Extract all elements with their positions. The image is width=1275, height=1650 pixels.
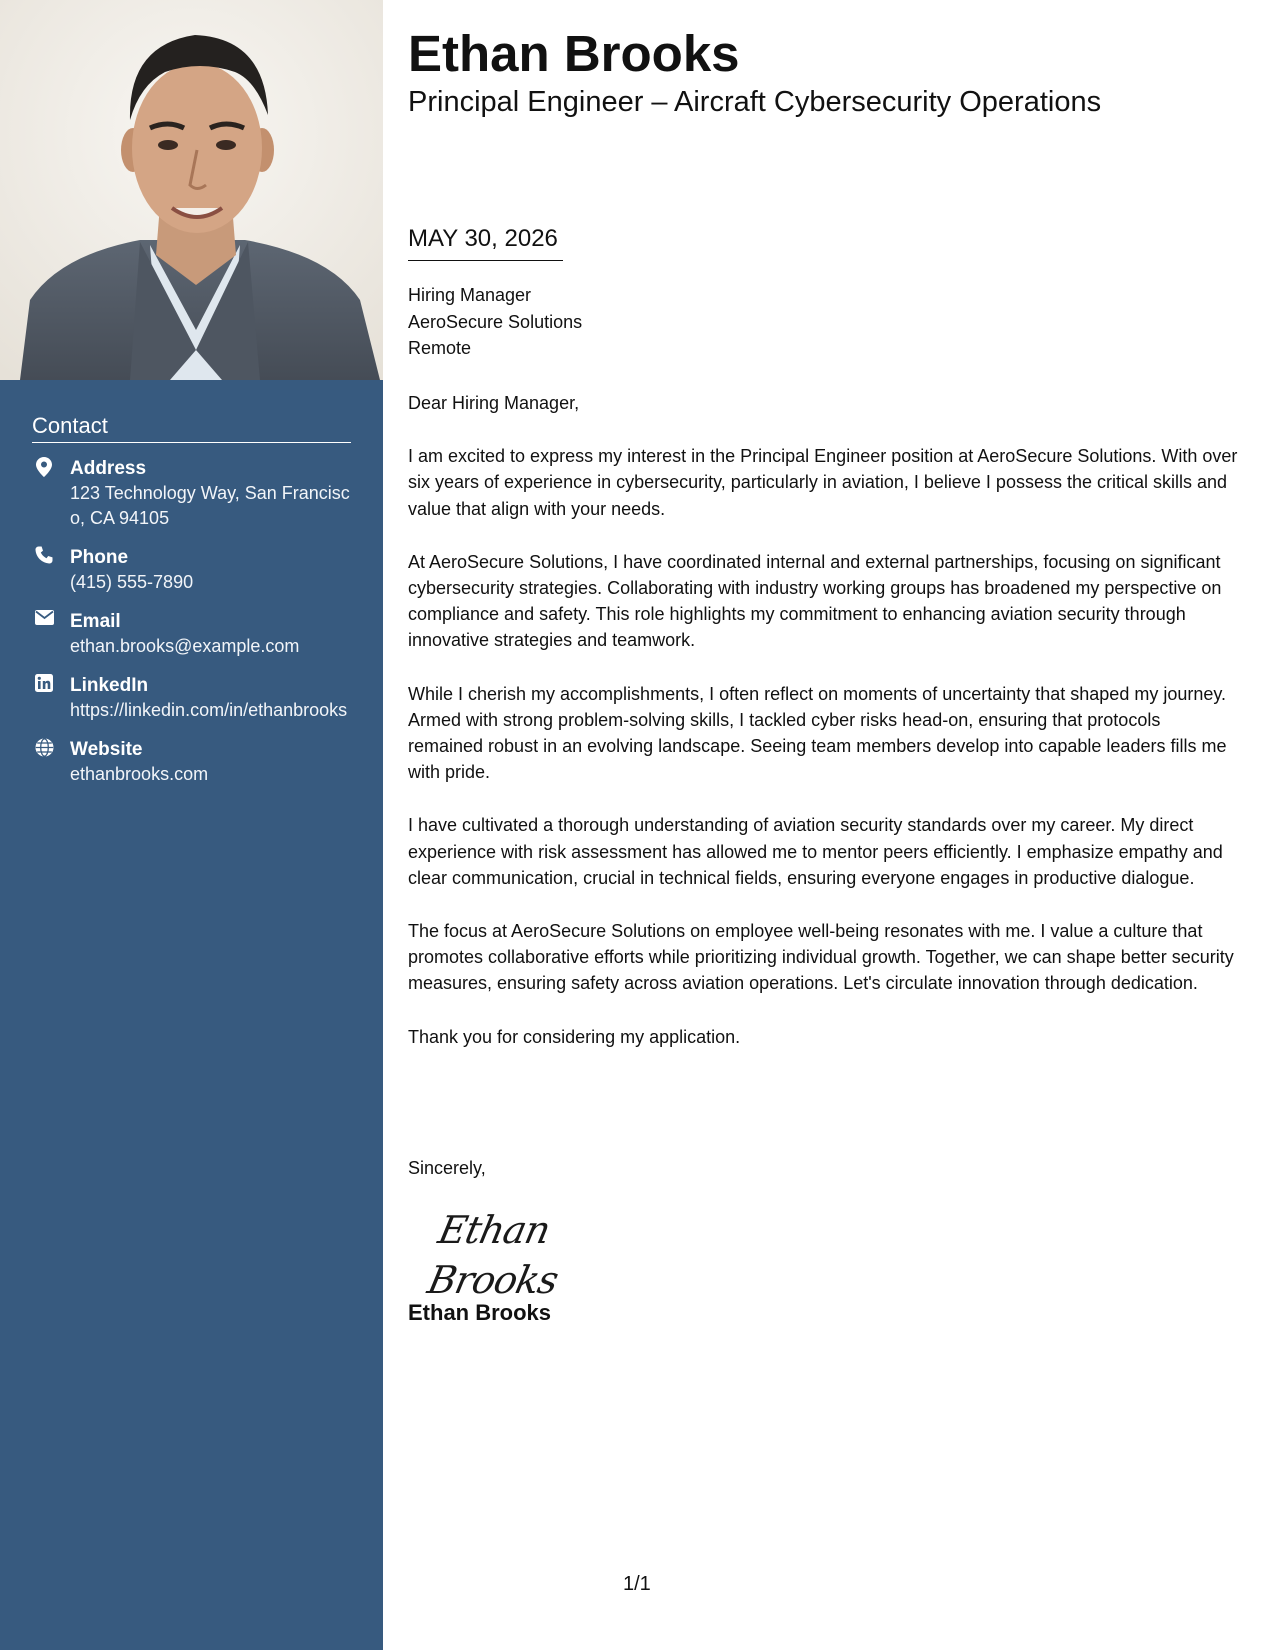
paragraph: At AeroSecure Solutions, I have coordinated internal and external partnerships, focusing on significant cybersecurity strategies. Collaborating with industry working groups has broadened my perspective on compliance and safety. This role highlights my commitment to enhancing aviation security through innovative strategies and teamwork. xyxy=(408,551,1222,651)
contact-website xyxy=(32,737,351,787)
phone-icon xyxy=(32,545,56,570)
envelope-icon xyxy=(32,609,56,634)
recipient-block xyxy=(408,282,582,362)
job-title: Principal Engineer – Aircraft Cybersecurity Operations xyxy=(408,86,1102,118)
phone-value[interactable]: (415) 555-7890 xyxy=(70,572,194,592)
phone-label: Phone xyxy=(70,547,129,568)
contact-address xyxy=(32,456,351,531)
contact-email xyxy=(32,609,351,659)
website-label: Website xyxy=(70,739,143,760)
paragraph: While I cherish my accomplishments, I often reflect on moments of uncertainty that shaped my journey. Armed with strong problem-solving skills, I tackled cyber risks head-on, ensuring that protocols remained robust in an evolving landscape. Seeing team members develop into capable leaders fills me with pride. xyxy=(408,683,1227,783)
location-pin-icon xyxy=(32,456,56,481)
globe-icon xyxy=(32,737,56,762)
paragraph: Thank you for considering my application. xyxy=(408,1026,741,1047)
signature xyxy=(424,1205,664,1302)
contact-phone xyxy=(32,545,351,595)
contact-section xyxy=(32,412,351,801)
recipient-company: AeroSecure Solutions xyxy=(408,311,583,332)
paragraph: The focus at AeroSecure Solutions on employee well-being resonates with me. I value a culture that promotes collaborative efforts while prioritizing individual growth. Together, we can shape better security measures, ensuring safety across aviation operations. Let's circulate innovation through dedication. xyxy=(408,921,1234,994)
letter-date: MAY 30, 2026 xyxy=(408,222,563,261)
candidate-name: Ethan Brooks xyxy=(408,25,740,82)
paragraph: I am excited to express my interest in the Principal Engineer position at AeroSecure Solutions. With over six years of experience in cybersecurity, particularly in aviation, I believe I possess the critical skills and value that align with your needs. xyxy=(408,446,1238,519)
website-value[interactable]: ethanbrooks.com xyxy=(70,764,209,784)
contact-heading: Contact xyxy=(32,412,351,443)
profile-photo xyxy=(0,0,383,380)
contact-linkedin xyxy=(32,673,351,723)
address-label: Address xyxy=(70,458,147,479)
recipient-location: Remote xyxy=(408,338,472,358)
page-number: 1/1 xyxy=(623,1573,651,1595)
salutation: Dear Hiring Manager, xyxy=(408,393,580,413)
sidebar xyxy=(0,0,383,1650)
recipient-title: Hiring Manager xyxy=(408,285,532,305)
email-value[interactable]: ethan.brooks@example.com xyxy=(70,636,300,656)
address-value: 123 Technology Way, San Francisco, CA 94105 xyxy=(70,483,350,528)
linkedin-icon xyxy=(32,673,56,698)
letter-body xyxy=(408,390,1240,1077)
paragraph: I have cultivated a thorough understanding of aviation security standards over my career. My direct experience with risk assessment has allowed me to mentor peers efficiently. I emphasize empathy and clear communication, crucial in technical fields, ensuring everyone engages in productive dialogue. xyxy=(408,815,1223,888)
linkedin-value[interactable]: https://linkedin.com/in/ethanbrooks xyxy=(70,700,348,720)
email-label: Email xyxy=(70,611,121,632)
signer-name: Ethan Brooks xyxy=(408,1300,552,1325)
linkedin-label: LinkedIn xyxy=(70,675,149,696)
signature-script: Ethan Brooks xyxy=(424,1208,562,1302)
closing: Sincerely, xyxy=(408,1158,486,1178)
